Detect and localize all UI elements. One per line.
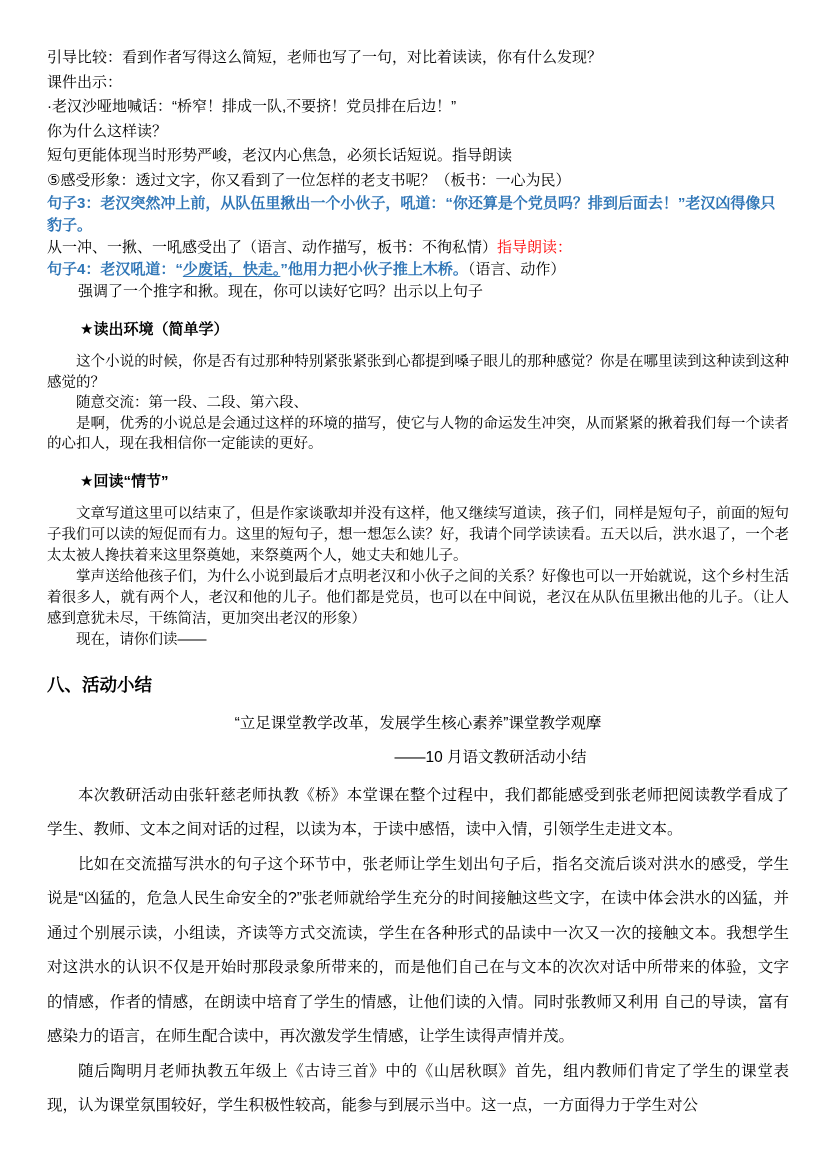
plot-paragraph: 掌声送给他孩子们，为什么小说到最后才点明老汉和小伙子之间的关系？好像也可以一开始就说，这个乡村生活着很多人，就有两个人，老汉和他的儿子。他们都是党员，也可以在中间说，老汉在从队伍里揪出他的儿子。（让人感到意犹未尽，干练简洁，更加突出老汉的形象） [47, 568, 789, 627]
env-paragraph: 随意交流：第一段、二段、第六段、 [76, 395, 308, 411]
summary-body [47, 779, 789, 1124]
sentence-4-suffix: ”他用力把小伙子推上木桥。 [280, 261, 468, 278]
star-heading-plot: ★回读“情节” [80, 472, 169, 490]
doc-line-quote-bridge: ·老汉沙哑地喊话：“桥窄！排成一队,不要挤！党员排在后边！” [47, 98, 457, 115]
sentence-analysis-block [47, 193, 789, 303]
sentence-4-underlined: 少废话，快走。 [182, 261, 281, 278]
section-heading-summary: 八、活动小结 [47, 674, 152, 695]
closing-line: 强调了一个推字和揪。现在，你可以读好它吗？出示以上句子 [78, 283, 484, 300]
summary-section [47, 672, 789, 1124]
summary-paragraph: 比如在交流描写洪水的句子这个环节中，张老师让学生划出句子后，指名交流后谈对洪水的感受，学生说是“凶猛的，危急人民生命安全的?”张老师就给学生充分的时间接触这些文字，在读中体会洪水的凶猛，并通过个别展示读，小组读，齐读等方式交流读，学生在各种形式的品读中一次又一次的接触文本。我想学生对这洪水的认识不仅是开始时那段录象所带来的，而是他们自己在与文本的次次对话中所带来的体验，文字的情感，作者的情感，在朗读中培育了学生的情感，让他们读的入情。同时张教师又利用 自己的导读，富有感染力的语言，在师生配合读中，再次激发学生情感，让学生读得声情并茂。 [47, 855, 789, 1045]
sentence-4-prefix: 句子4：老汉吼道：“ [47, 261, 183, 278]
env-paragraph: 是啊，优秀的小说总是会通过这样的环境的描写，使它与人物的命运发生冲突，从而紧紧的揪着我们每一个读者的心扣人，现在我相信你一定能读的更好。 [47, 415, 789, 452]
star-heading-environment: ★读出环境（简单学） [80, 321, 229, 338]
subtitle-monthly-summary: ——10 月语文教研活动小结 [394, 748, 587, 766]
env-paragraph: 这个小说的时候，你是否有过那种特别紧张紧张到心都提到嗓子眼儿的那种感觉？你是在哪里读到这种读到这种感觉的？ [47, 354, 789, 391]
doc-line-why-read: 你为什么这样读？ [47, 122, 168, 140]
sentence-4-note: （语言、动作） [467, 261, 566, 278]
plot-paragraph: 现在，请你们读—— [76, 631, 207, 648]
feedback-line [47, 237, 789, 259]
feedback-red-note: 指导朗读： [497, 239, 573, 256]
sentence-3: 句子3：老汉突然冲上前，从队伍里揪出一个小伙子，吼道：“你还算是个党员吗？排到后面去！”老汉凶得像只豹子。 [47, 195, 776, 234]
doc-line-image-feeling: ⑤感受形象：透过文字，你又看到了一位怎样的老支书呢？（板书：一心为民） [47, 171, 571, 189]
sentence-4 [47, 259, 789, 281]
doc-line-short-sentence: 短句更能体现当时形势严峻，老汉内心焦急，必须长话短说。指导朗读 [47, 147, 513, 164]
plot-section [47, 470, 789, 651]
plot-paragraph: 文章写道这里可以结束了，但是作家谈歌却并没有这样，他又继续写道读，孩子们，同样是短句子，前面的短句子我们可以读的短促而有力。这里的短句子，想一想怎么读？好，我请个同学读读看。五天以后，洪水退了，一个老太太被人搀扶着来这里祭奠她，来祭奠两个人，她丈夫和她儿子。 [47, 505, 789, 564]
lesson-plan-block [47, 46, 789, 193]
doc-line-courseware: 课件出示： [47, 73, 123, 91]
feedback-text: 从一冲、一揪、一吼感受出了（语言、动作描写，板书：不徇私情） [47, 239, 498, 256]
summary-paragraph: 随后陶明月老师执教五年级上《古诗三首》中的《山居秋暝》首先，组内教师们肯定了学生的课堂表现，认为课堂氛围较好，学生积极性较高，能参与到展示当中。这一点，一方面得力于学生对公 [47, 1062, 789, 1114]
environment-section [47, 318, 789, 455]
doc-line-compare-prompt: 引导比较：看到作者写得这么简短，老师也写了一句，对比着读读，你有什么发现？ [47, 49, 603, 66]
subtitle-observation: “立足课堂教学改革，发展学生核心素养”课堂教学观摩 [234, 714, 602, 732]
summary-paragraph: 本次教研活动由张轩慈老师执教《桥》本堂课在整个过程中，我们都能感受到张老师把阅读教学看成了学生、教师、文本之间对话的过程，以读为本，于读中感悟，读中入情，引领学生走进文本。 [47, 786, 789, 838]
